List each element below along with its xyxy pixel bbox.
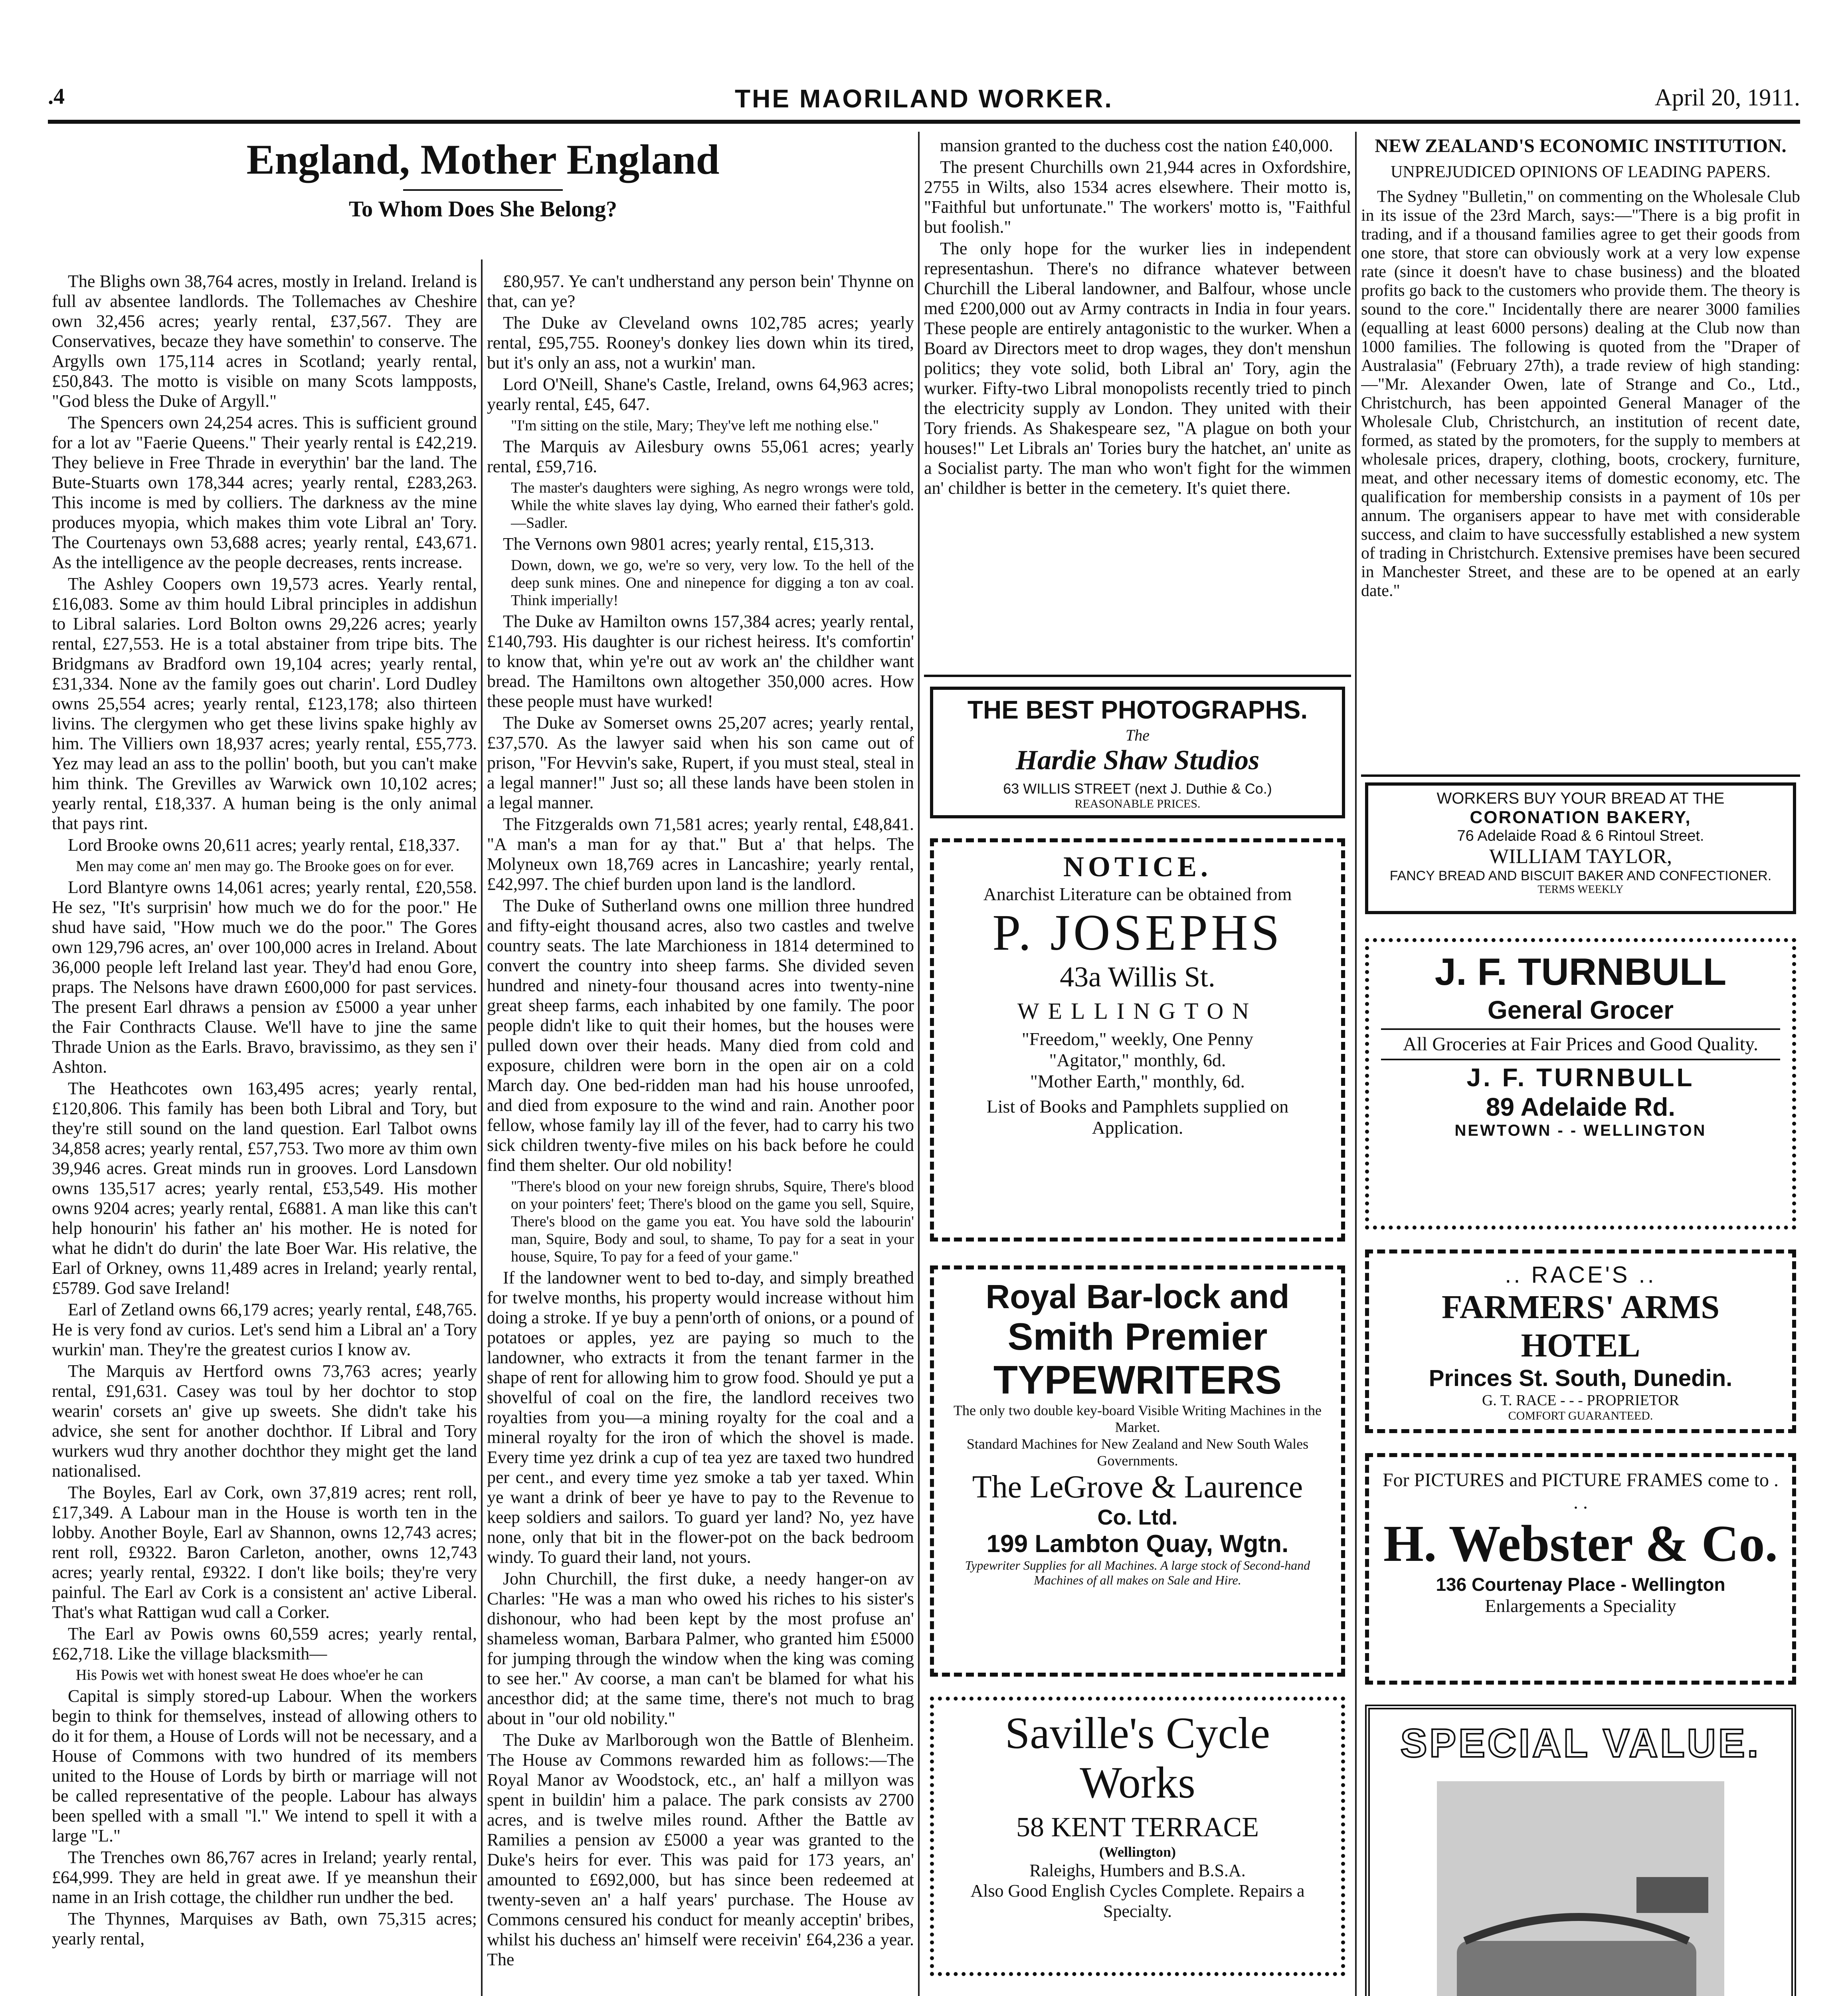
ad-line: FANCY BREAD AND BISCUIT BAKER AND CONFECTIONER. <box>1389 868 1772 883</box>
ad-line: The <box>1126 726 1150 744</box>
column-rule <box>481 259 483 1996</box>
verse: Men may come an' men may go. The Brooke goes on for ever. <box>76 858 454 875</box>
masthead: THE MAORILAND WORKER. <box>735 84 1113 113</box>
ad-line: Anarchist Literature can be obtained from <box>983 884 1292 904</box>
page-header <box>48 80 1800 124</box>
ad-line: 89 Adelaide Rd. <box>1486 1093 1676 1121</box>
ad-line: COMFORT GUARANTEED. <box>1508 1409 1653 1422</box>
article-column-3 <box>924 136 1351 667</box>
paragraph: The Thynnes, Marquises av Bath, own 75,315 acres; yearly rental, <box>52 1909 477 1948</box>
divider <box>1381 1028 1780 1030</box>
verse: "I'm sitting on the stile, Mary; They've left me nothing else." <box>511 417 879 434</box>
column-rule <box>918 132 920 1996</box>
paragraph: The Trenches own 86,767 acres in Ireland; yearly rental, £64,999. They are held in great awe. If ye meanshun their name in an Irish cottage, the childher run undher the bed. <box>52 1847 477 1907</box>
ad-line: Royal Bar-lock and <box>985 1278 1290 1315</box>
paragraph: The Marquis av Ailesbury owns 55,061 acres; yearly rental, £59,716. <box>487 437 914 476</box>
paragraph: Lord Brooke owns 20,611 acres; yearly rental, £18,337. <box>68 835 460 855</box>
ad-line: Standard Machines for New Zealand and New South Wales Governments. <box>966 1436 1309 1469</box>
divider <box>924 675 1351 677</box>
verse: Down, down, we go, we're so very, very low. To the hell of the deep sunk mines. One and ninepence for digging a ton av coal. Think imperially! <box>511 557 914 609</box>
ad-line: List of Books and Pamphlets supplied on Application. <box>986 1096 1289 1138</box>
ad-line: WORKERS BUY YOUR BREAD AT THE <box>1436 790 1725 807</box>
ad-line: Works <box>1080 1758 1195 1808</box>
issue-date: April 20, 1911. <box>1654 84 1800 111</box>
tool-illustration <box>1429 1773 1732 1996</box>
verse: "There's blood on your new foreign shrubs, Squire, There's blood on your pointers' feet; There's blood on the game you sell, Squire, There's blood on the game you eat. You have sold the labourin' man, Squire, Body and soul, to shame, To pay for a seat in your house, Squire, To pay for a feed of your game." <box>511 1178 914 1265</box>
verse: His Powis wet with honest sweat He does whoe'er he can <box>76 1667 423 1683</box>
paragraph: The Duke of Sutherland owns one million three hundred and fifty-eight thousand acres, also two castles and twelve country seats. The late Marchioness in 1814 determined to convert the country into sheep farms. She divided seven hundred and ninety-four thousand acres into twenty-nine great sheep farms, each inhabited by one family. The poor people didn't like to quit their homes, but the houses were pulled down over their heads. Many died from cold and exposure, children were born in the open air on a cold March day. One bed-ridden man had his house unroofed, and died from exposure to the wind and rain. Another poor fellow, whose family lay ill of the fever, had to carry his two sick children twenty-five miles on his back before he could find them shelter. Our old nobility! <box>487 896 914 1175</box>
ad-turnbull <box>1365 938 1796 1230</box>
paragraph: Capital is simply stored-up Labour. When the workers begin to think for themselves, instead of allowing others to do it for them, a House of Lords will not be necessary, and a House of Commons with two hundred of its members united to the House of Lords by birth or marriage will not be called representative of the people. Labour has always been spelled with a small "l." We intend to spell it with a large "L." <box>52 1686 477 1846</box>
ad-line: CORONATION BAKERY, <box>1470 808 1692 827</box>
paragraph: The Blighs own 38,764 acres, mostly in Ireland. Ireland is full av absentee landlords. The Tollemaches av Cheshire own 32,456 acres; yearly rental, £37,567. They are Conservatives, becaze they have somethin' to conserve. The Argylls own 175,114 acres in Scotland; yearly rental, £50,843. The motto is visible on many Scots lampposts, "God bless the Duke of Argyll." <box>52 271 477 411</box>
ad-line: "Mother Earth," monthly, 6d. <box>1030 1071 1245 1091</box>
ad-line: TERMS WEEKLY <box>1537 883 1624 896</box>
paragraph: The Ashley Coopers own 19,573 acres. Yearly rental, £16,083. Some av thim hould Libral principles in addishun to Libral salaries. Lord Bolton owns 29,226 acres; yearly rental, £27,553. He is a total abstainer from tripe bits. The Bridgmans av Bradford own 19,104 acres; yearly rental, £31,334. None av the family goes out charin'. Lord Dudley owns 25,554 acres; yearly rental, £123,178; also thirteen livins. The clergymen who get these livins spake highly av him. The Villiers own 18,937 acres; yearly rental, £55,773. Yez may lead an ass to the pollin' booth, but you can't make him think. The Grevilles av Warwick own 10,102 acres; yearly rental, £18,337. A human being is the only animal that pays rint. <box>52 574 477 833</box>
paragraph: The present Churchills own 21,944 acres in Oxfordshire, 2755 in Wilts, also 1534 acres elsewhere. Their motto is, "Faithful but unfortunate." The workers' motto is, "Faithful but foolish." <box>924 157 1351 237</box>
ad-line: Co. Ltd. <box>1097 1505 1178 1529</box>
ad-line: Smith Premier <box>1007 1315 1268 1358</box>
ad-line: J. F. TURNBULL <box>1466 1063 1695 1092</box>
ad-line: WELLINGTON <box>1017 998 1258 1024</box>
ad-line: THE BEST PHOTOGRAPHS. <box>967 695 1308 724</box>
title-ornament <box>403 189 563 191</box>
ad-line: 199 Lambton Quay, Wgtn. <box>986 1530 1289 1558</box>
ad-line: P. JOSEPHS <box>992 904 1283 961</box>
paragraph: The Heathcotes own 163,495 acres; yearly rental, £120,806. This family has been both Libral and Tory, but they're still sound on the land question. Earl Talbot owns 34,858 acres; yearly rental, £57,753. Two more av thim own 39,946 acres. Great minds run in grooves. Lord Lansdown owns 135,517 acres; yearly rental, £53,549. His mother owns 9204 acres; yearly rental, £6881. A man like this can't help honourin' his father an' his mother. He is noted for what he didn't do durin' the late Boer War. His relative, the Earl of Orkney, owns 11,489 acres in Ireland; yearly rental, £5789. God save Ireland! <box>52 1079 477 1298</box>
paragraph: Lord Blantyre owns 14,061 acres; yearly rental, £20,558. He sez, "It's surprisin' how much we do for the poor." He shud have said, "How much we do the poor." The Gores own 129,796 acres, an' over 100,000 acres in Ireland. About 36,000 people left Ireland last year. They'd had enou Gore, praps. The Nelsons have drawn £600,000 for past services. The present Earl dhraws a pension av £5000 a year unher the Fair Conthracts Clause. We'll have to jine the same Thrade Union as the Earls. Bravo, bravissimo, as they sen i' Ashton. <box>52 877 477 1077</box>
ad-line: All Groceries at Fair Prices and Good Quality. <box>1403 1034 1758 1055</box>
ad-line: 63 WILLIS STREET (next J. Duthie & Co.) <box>1003 780 1272 797</box>
ad-webster-pictures <box>1365 1453 1796 1685</box>
ad-line: Enlargements a Speciality <box>1485 1596 1676 1616</box>
page-number: .4 <box>48 84 65 109</box>
paragraph: Earl of Zetland owns 66,179 acres; yearly rental, £48,765. He is very fond av curios. Let's send him a Libral an' a Tory wurkin' man. They're the greatest curios I know av. <box>52 1300 477 1359</box>
paragraph: mansion granted to the duchess cost the nation £40,000. <box>940 136 1333 155</box>
ad-line: 58 KENT TERRACE <box>1016 1812 1259 1843</box>
ad-line: Princes St. South, Dunedin. <box>1429 1365 1733 1391</box>
ad-line: Hardie Shaw Studios <box>1015 745 1260 776</box>
ad-line: The LeGrove & Laurence <box>972 1469 1303 1505</box>
ad-line: General Grocer <box>1488 996 1674 1024</box>
ad-photographs <box>930 687 1345 818</box>
paragraph: The Duke av Somerset owns 25,207 acres; yearly rental, £37,570. As the lawyer said when his son came out of prison, "For Hevvin's sake, Rupert, if you must steal, steal in a legal manner!" Just so; all these lands have been stolen in a legal manner. <box>487 713 914 812</box>
ad-line: FARMERS' ARMS HOTEL <box>1441 1289 1720 1364</box>
paragraph: The Fitzgeralds own 71,581 acres; yearly rental, £48,841. "A man's a man for ay that." But a' that helps. The Molyneux own 18,769 acres in Lancashire; yearly rental, £42,997. The chief burden upon land is the landlord. <box>487 814 914 894</box>
paragraph: The Duke av Cleveland owns 102,785 acres; yearly rental, £95,755. Rooney's donkey lies down whin its tired, but it's only an ass, not a wurkin' man. <box>487 313 914 372</box>
news-body: The Sydney "Bulletin," on commenting on the Wholesale Club in its issue of the 23rd March, says:—"There is a big profit in trading, and if a thousand families agree to get their goods from one store, that store can obviously work at a very low expense rate (since it doesn't have to chase business) and the bloated profits go back to the customers who provide them. The theory is sound to the core." Incidentally there are nearer 3000 families (equalling at least 6000 persons) dealing at the Club now than 1000 families. The following is quoted from the "Draper of Australasia" (February 27th), a trade review of high standing:—"Mr. Alexander Owen, late of Strange and Co., Ltd., Christchurch, has been appointed General Manager of the Wholesale Club, Christchurch, an institution of recent date, formed, as stated by the promoters, for the supply to members at wholesale prices, drapery, clothing, boots, crockery, furniture, meat, and other necessary items of domestic economy, etc. The qualification for membership consists in a payment of 10s per annum. The organisers appear to have met with considerable success, and claim to have successfully established a new system of trading in Christchurch. Extensive premises have been secured in Manchester Street, and these are to be opened at an early date." <box>1361 188 1800 600</box>
paragraph: The Duke av Hamilton owns 157,384 acres; yearly rental, £140,793. His daughter is our richest heiress. It's comfortin' to know that, whin ye're out av work an' the childher want bread. The Hamiltons own altogether 350,000 acres. How these people must have wurked! <box>487 612 914 711</box>
ad-line: (Wellington) <box>1099 1844 1176 1860</box>
ad-coronation-bakery <box>1365 782 1796 914</box>
paragraph: If the landowner went to bed to-day, and simply breathed for twelve months, his property would increase without him doing a stroke. If ye buy a penn'orth of onions, or a pound of potatoes or apples, yez are paying so much to the landowner, who extracts it from the tenant farmer in the shape of rent for allowing him to grow food. Should ye put a shovelful of coal on the fire, the landlord receives two royalties from you—a mining royalty for the coal and a mineral royalty for the iron of which the shovel is made. Every time yez drink a cup of tea yez are taxed two hundred per cent., and every time yez smoke a tab yer taxed. Whin ye want a drink of beer ye have to pay to the Revenue to keep soldiers and sailors. To guard yer land? No, yez have none, only that bit in the flower-pot on the back bedroom windy. To guard their land, not yours. <box>487 1268 914 1567</box>
paragraph: The Duke av Marlborough won the Battle of Blenheim. The House av Commons rewarded him as follows:—The Royal Manor av Woodstock, etc., an' half a millyon was spent in buildin' him a palace. The park consists av 2700 acres, and is twelve miles round. Afther the Battle av Ramilies a pension av £5000 a year was granted to the Duke's heirs for ever. This was paid for 173 years, an' amounted to £692,000, but has since been redeemed at twenty-seven an' a half years' purchase. The House av Commons censured his conduct for meanly acceptin' bribes, whilst his duchess an' himself were receivin' £64,236 a year. The <box>487 1730 914 1969</box>
ad-line: J. F. TURNBULL <box>1434 950 1727 993</box>
ad-line: 43a Willis St. <box>1060 961 1215 993</box>
divider <box>1381 1059 1780 1060</box>
ad-line: 136 Courtenay Place - Wellington <box>1436 1574 1725 1595</box>
paragraph: The Earl av Powis owns 60,559 acres; yearly rental, £62,718. Like the village blacksmith— <box>52 1624 477 1663</box>
ad-line: H. Webster & Co. <box>1383 1515 1778 1572</box>
ad-line: G. T. RACE - - - PROPRIETOR <box>1482 1392 1680 1409</box>
ad-united-hardware <box>1365 1705 1796 1996</box>
ad-line: "Agitator," monthly, 6d. <box>1049 1050 1226 1070</box>
paragraph: The only hope for the wurker lies in independent representashun. There's no difrance whatever between Churchill the Liberal landowner, and Balfour, whose uncle med £200,000 out av Army contracts in India in four years. These people are entirely antagonistic to the wurker. When a Board av Directors meet to drop wages, they don't menshun politics; they vote solid, both Libral an' Tory, agin the wurker. Fifty-two Libral monopolists recently tried to pinch the electricity supply av London. They united with their Tory friends. As Shakespeare sez, "A plague on both your houses!" Let Librals an' Tories bury the hatchet, an' unite as a Socialist party. The man who won't fight for the wimmen an' childher is better in the cemetery. It's quiet there. <box>924 239 1351 498</box>
ad-line: SPECIAL VALUE. <box>1400 1721 1761 1766</box>
article-heading <box>52 136 914 255</box>
ad-line: Also Good English Cycles Complete. Repairs a Specialty. <box>970 1881 1305 1921</box>
ad-line: The only two double key-board Visible Writing Machines in the Market. <box>954 1402 1322 1435</box>
ad-line: TYPEWRITERS <box>993 1358 1282 1402</box>
article-column-2 <box>487 271 914 1996</box>
ad-line: Raleighs, Humbers and B.S.A. <box>1029 1861 1246 1880</box>
paragraph: The Marquis av Hertford owns 73,763 acres; yearly rental, £91,631. Casey was toul by her dochtor to stop wearin' corsets an' give up sweets. She didn't take his advice, she sent for another dochthor. If Libral and Tory wurkers wud thry another dochthor they might get the land nationalised. <box>52 1361 477 1481</box>
ad-saville-cycle <box>930 1697 1345 1976</box>
paragraph: The Spencers own 24,254 acres. This is sufficient ground for a lot av "Faerie Queens." Their yearly rental is £42,219. They believe in Free Thrade in everythin' bar the land. The Bute-Stuarts own 178,344 acres; yearly rental, £283,263. This income is med by colliers. The darkness av the mine produces myopia, which makes thim vote Libral an' Tory. The Courtenays own 53,688 acres; yearly rental, £43,671. As the intelligence av the people decreases, rents increase. <box>52 413 477 572</box>
column-rule <box>1355 132 1357 1996</box>
ad-line: 76 Adelaide Road & 6 Rintoul Street. <box>1457 828 1704 844</box>
ad-typewriters <box>930 1265 1345 1677</box>
ad-farmers-arms-hotel <box>1365 1249 1796 1433</box>
article-column-1 <box>52 271 477 1996</box>
news-item <box>1361 136 1800 762</box>
ad-line: NOTICE. <box>1063 851 1212 883</box>
paragraph: The Vernons own 9801 acres; yearly rental, £15,313. <box>503 534 875 554</box>
news-subtitle: UNPREJUDICED OPINIONS OF LEADING PAPERS. <box>1391 163 1771 181</box>
news-title: NEW ZEALAND'S ECONOMIC INSTITUTION. <box>1375 136 1787 156</box>
ad-line: For PICTURES and PICTURE FRAMES come to . . . <box>1382 1469 1779 1513</box>
ad-line: NEWTOWN - - WELLINGTON <box>1454 1122 1707 1139</box>
paragraph: John Churchill, the first duke, a needy hanger-on av Charles: "He was a man who owed his riches to his sister's dishonour, who had been kept by the most profuse an' shameless woman, Barbara Palmer, who granted him £5000 for jumping through the window when the king was coming to see her." Av coorse, a man can't be blamed for what his ancesthor did; at the same time, there's not much to brag about in "our old nobility." <box>487 1569 914 1728</box>
ad-line: Saville's Cycle <box>1005 1709 1270 1758</box>
article-subtitle: To Whom Does She Belong? <box>348 197 617 222</box>
ad-notice <box>930 838 1345 1242</box>
paragraph: Lord O'Neill, Shane's Castle, Ireland, owns 64,963 acres; yearly rental, £45, 647. <box>487 374 914 414</box>
ad-line: .. RACE'S .. <box>1505 1262 1656 1288</box>
divider <box>1361 774 1800 777</box>
paragraph: The Boyles, Earl av Cork, own 37,819 acres; rent roll, £17,349. A Labour man in the House is worth ten in the lobby. Another Boyle, Earl av Shannon, owns 12,743 acres; rent roll, £9322. Baron Carleton, another, owns 12,743 acres; yearly rental, £9322. I don't like boils; they're very painful. The Earl av Cork is a consistent an' active Liberal. That's what Rattigan wud call a Corker. <box>52 1483 477 1622</box>
article-title: England, Mother England <box>246 136 720 183</box>
paragraph: £80,957. Ye can't undherstand any person bein' Thynne on that, can ye? <box>487 271 914 311</box>
verse: The master's daughters were sighing, As negro wrongs were told, While the white slaves lay dying, Who earned their father's gold. —Sadler. <box>511 479 914 531</box>
ad-line: WILLIAM TAYLOR, <box>1489 845 1672 868</box>
ad-line: "Freedom," weekly, One Penny <box>1021 1029 1254 1049</box>
ad-line: Typewriter Supplies for all Machines. A large stock of Second-hand Machines of all makes on Sale and Hire. <box>965 1558 1310 1587</box>
ad-line: REASONABLE PRICES. <box>1074 797 1201 810</box>
